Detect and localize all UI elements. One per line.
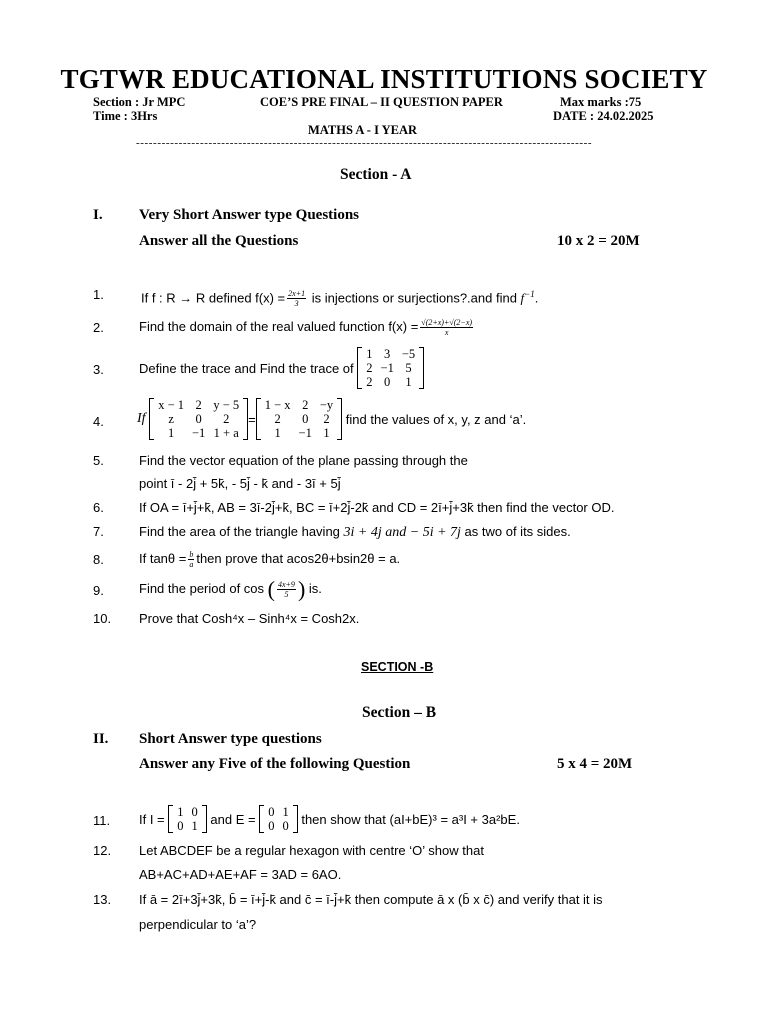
question-text: Find the period of cos — [139, 581, 265, 596]
question-text: find the values of x, y, z and ‘a’. — [345, 411, 527, 427]
header-divider: ----------------------------------------------------------------------------------------------------------- — [136, 137, 593, 149]
matrix-cell: 2 — [195, 398, 202, 412]
question-number: 7. — [93, 524, 104, 539]
matrix-cell: 2 — [223, 412, 230, 426]
question-text: AB+AC+AD+AE+AF = 3AD = 6AO. — [139, 867, 342, 882]
identity-matrix — [168, 805, 207, 833]
matrix-row — [261, 426, 337, 440]
question-number: 9. — [93, 583, 104, 598]
matrix-row — [264, 805, 293, 819]
matrix-cell: −y — [319, 398, 334, 412]
question-text: point ī - 2j̄ + 5k̄, - 5j̄ - k̄ and - 3ī + 5j̄ — [139, 476, 341, 491]
matrix-row — [261, 412, 337, 426]
fraction: $\frac{4x+9}{5}$ — [277, 580, 295, 600]
question-text: Find the domain of the real valued function f(x) = — [139, 319, 419, 334]
question-number: 10. — [93, 611, 112, 626]
question-text: perpendicular to ‘a’? — [139, 917, 257, 932]
subject-label: MATHS A - I YEAR — [308, 123, 418, 137]
matrix-cell: 0 — [302, 412, 309, 426]
paper-name: COE’S PRE FINAL – II QUESTION PAPER — [260, 95, 503, 109]
question-text: as two of its sides. — [460, 524, 571, 539]
section-b-title: Section – B — [362, 704, 437, 721]
exam-date: DATE : 24.02.2025 — [553, 109, 654, 123]
question-number: 4. — [93, 414, 104, 429]
matrix-cell: 1 — [191, 819, 198, 833]
fraction: $\frac{2x+1}{3}$ — [288, 289, 306, 309]
matrix-cell: 1 — [282, 805, 289, 819]
section-a-title: Section - A — [340, 166, 412, 183]
matrix-cell: 1 — [167, 426, 175, 440]
question-text: then show that (aI+bE)³ = a³I + 3a²bE. — [301, 811, 520, 827]
matrix-cell: 1 − x — [264, 398, 291, 412]
matrix-cell: 2 — [302, 398, 309, 412]
matrix-left — [149, 398, 248, 440]
matrix-cell: 0 — [195, 412, 202, 426]
question-text: Let ABCDEF be a regular hexagon with centre ‘O’ show that — [139, 843, 484, 858]
question-7 — [139, 524, 571, 541]
matrix-cell: 0 — [191, 805, 198, 819]
max-marks: Max marks :75 — [560, 95, 642, 109]
matrix-right — [256, 398, 342, 440]
matrix-cell: 0 — [268, 805, 275, 819]
question-text: If f : R → R defined f(x) = — [141, 290, 286, 306]
institution-title: TGTWR EDUCATIONAL INSTITUTIONS SOCIETY — [60, 64, 708, 94]
matrix-cell: 1 — [177, 805, 184, 819]
question-text: is injections or surjections?.and find — [308, 290, 521, 306]
matrix-cell: 1 + a — [213, 426, 239, 440]
question-number: 5. — [93, 453, 104, 468]
question-text: If ā = 2ī+3j̄+3k̄, b̄ = ī+j̄-k̄ and c̄ = ī-j̄+k̄ then compute ā x (b̄ x c̄) and verify that it is — [139, 892, 603, 907]
vector-expression: 3i + 4j and − 5i + 7j — [343, 525, 461, 540]
fraction: $\frac{b}{a}$ — [189, 550, 194, 570]
matrix-cell: 1 — [366, 347, 373, 361]
question-number: 11. — [93, 813, 111, 828]
section-a-marks: 10 x 2 = 20M — [557, 233, 640, 249]
matrix-cell: −1 — [298, 426, 312, 440]
question-number: 3. — [93, 362, 104, 377]
fraction: $\frac{√(2+x)+√(2-x)}{x}$ — [421, 318, 473, 338]
question-1: If f : R → R defined f(x) = $\frac{2x+1}{3}$ is injections or surjections?.and find $f^{-1}$. — [141, 289, 539, 309]
question-number: 8. — [93, 552, 104, 567]
question-number: 12. — [93, 843, 112, 858]
section-label: Section : Jr MPC — [93, 95, 186, 109]
matrix-e — [259, 805, 298, 833]
section-a-heading: Very Short Answer type Questions — [139, 207, 360, 223]
matrix-cell: −5 — [401, 347, 416, 361]
matrix-cell: −1 — [380, 361, 394, 375]
matrix-row — [154, 426, 243, 440]
question-text: Find the area of the triangle having — [139, 524, 344, 539]
matrix-cell: 0 — [177, 819, 184, 833]
matrix-cell: 2 — [366, 375, 373, 389]
matrix-cell: −1 — [192, 426, 206, 440]
section-a-roman: I. — [93, 207, 103, 223]
question-9: Find the period of cos ( $\frac{4x+9}{5}$ ) is. — [139, 576, 322, 602]
matrix-cell: y − 5 — [213, 398, 240, 412]
question-text: and E = — [210, 811, 256, 827]
question-text: Define the trace and Find the trace of — [139, 360, 354, 376]
question-text: then prove that acos2θ+bsin2θ = a. — [196, 551, 401, 566]
matrix-cell: z — [168, 412, 174, 426]
matrix-row — [362, 361, 419, 375]
matrix-cell: 5 — [405, 361, 412, 375]
question-text: is. — [305, 581, 322, 596]
question-number: 2. — [93, 320, 104, 335]
section-a-instruction: Answer all the Questions — [139, 233, 299, 249]
section-b-marks: 5 x 4 = 20M — [557, 756, 633, 772]
question-text: Prove that Cosh⁴x – Sinh⁴x = Cosh2x. — [139, 611, 360, 626]
matrix-cell: 2 — [366, 361, 373, 375]
matrix-cell: 0 — [268, 819, 275, 833]
matrix-row — [173, 819, 202, 833]
matrix-row — [362, 375, 419, 389]
question-number: 6. — [93, 500, 104, 515]
matrix-cell: x − 1 — [158, 398, 184, 412]
trace-matrix — [357, 347, 424, 389]
question-number: 13. — [93, 892, 112, 907]
matrix-row — [261, 398, 337, 412]
matrix-row — [264, 819, 293, 833]
if-label: If — [137, 411, 146, 426]
matrix-cell: 1 — [405, 375, 412, 389]
question-text: If OA = ī+j̄+k̄, AB = 3ī-2j̄+k̄, BC = ī+2j̄-2k̄ and CD = 2ī+j̄+3k̄ then find the vector OD. — [139, 500, 615, 515]
question-text: If I = — [139, 811, 165, 827]
matrix-cell: 3 — [384, 347, 391, 361]
question-11 — [139, 805, 520, 833]
matrix-row — [173, 805, 202, 819]
equals-sign: = — [248, 411, 256, 427]
section-b-instruction: Answer any Five of the following Question — [139, 756, 411, 772]
question-8 — [139, 545, 400, 573]
question-3 — [139, 347, 424, 389]
matrix-cell: 2 — [274, 412, 281, 426]
question-4 — [137, 398, 526, 440]
question-text: Find the vector equation of the plane passing through the — [139, 453, 468, 468]
matrix-cell: 0 — [384, 375, 391, 389]
section-b-roman: II. — [93, 731, 109, 747]
time-label: Time : 3Hrs — [93, 109, 158, 123]
question-text: If tanθ = — [139, 551, 187, 566]
question-2 — [139, 313, 475, 341]
matrix-row — [154, 412, 243, 426]
matrix-cell: 1 — [274, 426, 281, 440]
matrix-cell: 0 — [282, 819, 289, 833]
question-number: 1. — [93, 287, 104, 302]
matrix-cell: 1 — [323, 426, 330, 440]
matrix-row — [362, 347, 419, 361]
matrix-cell: 2 — [323, 412, 330, 426]
section-b-label: SECTION -B — [361, 660, 434, 674]
section-b-heading: Short Answer type questions — [139, 731, 322, 747]
matrix-row — [154, 398, 243, 412]
